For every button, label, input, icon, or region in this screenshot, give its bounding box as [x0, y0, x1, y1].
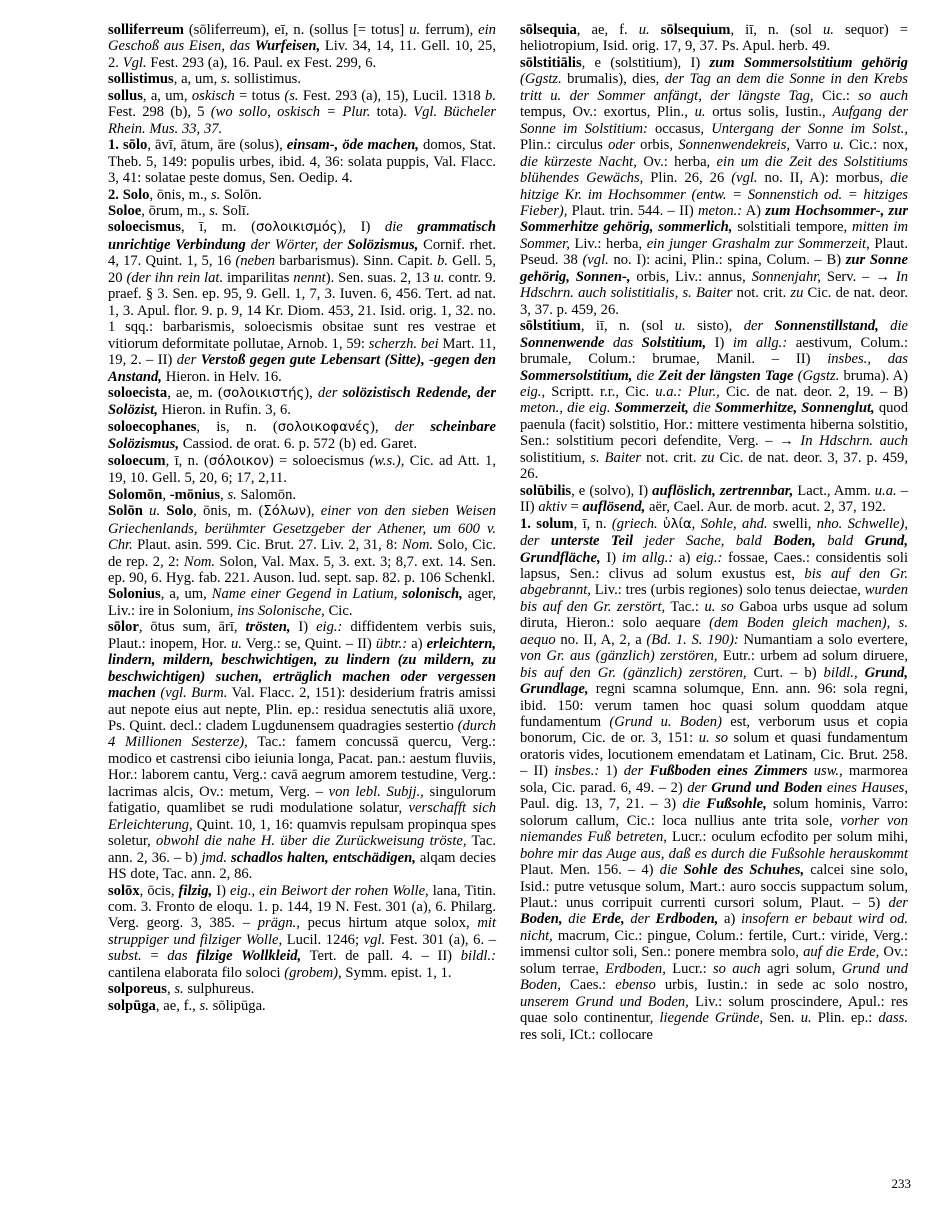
dictionary-entry: sollus, a, um, oskisch = totus (s. Fest. 293 (a), 15), Lucil. 1318 b. Fest. 298 (b), 5 (wo sollo, oskisch = Plur. tota). Vgl. Bücheler Rhein. Mus. 33, 37. — [108, 87, 497, 137]
dictionary-entry: 1. solum, ī, n. (griech. ὑλία, Sohle, ahd. swelli, nho. Schwelle), der unterste Teil jeder Sache, bald Boden, bald Grund, Grundfläche, I) im allg.: a) eig.: fossae, Caes.: considentis soli lapsus, Sen.: clivus ad solum exustus est, bis auf den Gr. abgebrannt, Liv.: tres (urbis regiones) solo tenus deiectae, wurden bis auf den Gr. zerstört, Tac.: u. so Gaboa urbs usque ad solum diruta, Hieron.: solo aequare (dem Boden gleich machen), s. aequo no. II, A, 2, a (Bd. 1. S. 190): Numantiam a solo evertere, von Gr. aus (gänzlich) zerstören, Eutr.: urbem ad solum diruere, bis auf den Gr. (gänzlich) zerstören, Curt. – b) bildl., Grund, Grundlage, regni scamna solumque, Enn. ann. 96: sola regni, ibid. 150: verum tamen hoc quasi solum quoddam atque fundamentum (Grund u. Boden) est, verborum usus et copia bonorum, Cic. de or. 3, 151: u. so solum et quasi fundamentum oratoris vides, locutionem emendatam et Latinam, Cic. Brut. 258. – II) insbes.: 1) der Fußboden eines Zimmers usw., marmorea sola, Cic. parad. 6, 49. – 2) der Grund und Boden eines Hauses, Paul. dig. 13, 7, 21. – 3) die Fußsohle, solum hominis, Varro: solorum callum, Cic.: loca nullius ante trita sole, vorher von niemandes Fuß betreten, Lucr.: oculum ecfodito per solum mihi, bohre mir das Auge aus, daß es durch die Fußsohle herauskommt Plaut. Men. 156. – 4) die Sohle des Schuhes, calcei sine solo, Isid.: putre vetusque solum, Mart.: auro soccis suppactum solum, Plaut.: unus corripuit currenti cursori solum, Plaut. – 5) der Boden, die Erde, der Erdboden, a) insofern er bebaut wird od. nicht, macrum, Cic.: pingue, Colum.: fertile, Curt.: viride, Verg.: immensi cultor soli, Sen.: ponere membra solo, auf die Erde, Ov.: solum terrae, Erdboden, Lucr.: so auch agri solum, Grund und Boden, Caes.: ebenso urbis, Iustin.: in sede ac solo nostro, unserem Grund und Boden, Liv.: solum proscindere, Apul.: res quae solo continentur, liegende Gründe, Sen. u. Plin. ep.: dass. res soli, ICt.: collocare — [520, 515, 909, 1043]
right-column — [520, 22, 908, 1043]
dictionary-entry: soloecista, ae, m. (σολοικιστής), der solözistisch Redende, der Solözist, Hieron. in Rufin. 3, 6. — [108, 384, 497, 419]
dictionary-entry: Solōn u. Solo, ōnis, m. (Σόλων), einer von den sieben Weisen Griechenlands, berühmter Gesetzgeber der Athener, um 600 v. Chr. Plaut. asin. 599. Cic. Brut. 27. Liv. 2, 31, 8: Nom. Solo, Cic. de rep. 2, 2: Nom. Solon, Val. Max. 5, 3. ext. 3; 8,7. ext. 14. Sen. ep. 90, 6. Hyg. fab. 221. Auson. lud. sept. sap. 82. p. 106 Schenkl. — [108, 503, 497, 586]
dictionary-entry: sollistimus, a, um, s. sollistimus. — [108, 71, 301, 88]
dictionary-entry: soloecum, ī, n. (σόλοικον) = soloecismus (w.s.), Cic. ad Att. 1, 19, 10. Gell. 5, 20, 6; 17, 2,11. — [108, 452, 496, 487]
dictionary-entry: solpūga, ae, f., s. sōlipūga. — [108, 997, 266, 1014]
left-column — [108, 22, 496, 1043]
dictionary-entry: solūbilis, e (solvo), I) auflöslich, zertrennbar, Lact., Amm. u.a. – II) aktiv = auflösend, aër, Cael. Aur. de morb. acut. 2, 37, 192. — [520, 482, 908, 516]
dictionary-entry: 2. Solo, ōnis, m., s. Solōn. — [108, 186, 262, 203]
dictionary-entry: sōlsequia, ae, f. u. sōlsequium, iī, n. (sol u. sequor) = heliotropium, Isid. orig. 17, 9, 37. Ps. Apul. herb. 49. — [520, 22, 908, 55]
dictionary-entry: sōlor, ōtus sum, ārī, trösten, I) eig.: diffidentem verbis suis, Plaut.: inopem, Hor. u. Verg.: se, Quint. – II) übtr.: a) erleichtern, lindern, mildern, beschwichtigen, zu lindern (zu mildern, zu beschwichtigen) suchen, erträglich machen oder vergessen machen (vgl. Burm. Val. Flacc. 2, 151): desiderium fratris amissi aut nepote eius aut nepte, Plin. ep.: residua senectutis aliā uxore, Ps. Quint. decl.: cladem Lugdunensem quadragies sestertio (durch 4 Millionen Sesterze), Tac.: famem concussā quercu, Verg.: modico et castrensi cibo ieiunia longa, Pacat. pan.: aestum fluviis, Hor.: laborem cantu, Verg.: cavā aegrum amorem testudine, Verg.: lacrimas alcis, Ov.: metum, Verg. – von lebl. Subjj., singulorum fatigatio, quamlibet se rudi modulatione solatur, verschafft sich Erleichterung, Quint. 10, 1, 16: quamvis repulsam propinqua spes soletur, obwohl die nahe H. über die Zurückweisung tröste, Tac. ann. 2, 36. – b) jmd. schadlos halten, entschädigen, alqam decies HS dote, Tac. ann. 2, 86. — [108, 619, 497, 883]
dictionary-entry: soloecophanes, is, n. (σολοικοφανές), der scheinbare Solözismus, Cassiod. de orat. 6. p. 572 (b) ed. Garet. — [108, 418, 496, 453]
dictionary-entry: Soloe, ōrum, m., s. Solī. — [108, 202, 250, 219]
dictionary-entry: 1. sōlo, āvī, ātum, āre (solus), einsam-, öde machen, domos, Stat. Theb. 5, 149: populis urbes, ibid. 4, 36: solata puppis, Val. Flacc. 3, 41: solatae peste domus, Sen. Oedip. 4. — [108, 137, 497, 187]
two-column-body — [108, 22, 908, 1043]
dictionary-entry: solporeus, s. sulphureus. — [108, 981, 255, 998]
dictionary-entry: sōlstitiālis, e (solstitium), I) zum Sommersolstitium gehörig (Ggstz. brumalis), dies, der Tag an dem die Sonne in den Krebs tritt u. der Sommer anfängt, der längste Tag, Cic.: so auch tempus, Ov.: exortus, Plin., u. ortus solis, Iustin., Aufgang der Sonne im Solstitium: occasus, Untergang der Sonne im Solst., Plin.: circulus oder orbis, Sonnenwendekreis, Varro u. Cic.: nox, die kürzeste Nacht, Ov.: herba, ein um die Zeit des Solstitiums blühendes Gewächs, Plin. 26, 26 (vgl. no. II, A): morbus, die hitzige Kr. im Hochsommer (entw. = Sonnenstich od. = hitziges Fieber), Plaut. trin. 544. – II) meton.: A) zum Hochsommer-, zur Sommerhitze gehörig, sommerlich, solstitiali tempore, mitten im Sommer, Liv.: herba, ein junger Grashalm zur Sommerzeit, Plaut. Pseud. 38 (vgl. no. I): acini, Plin.: spina, Colum. – B) zur Sonne gehörig, Sonnen-, orbis, Liv.: annus, Sonnenjahr, Serv. – → In Hdschrn. auch solistitialis, s. Baiter not. crit. zu Cic. de nat. deor. 3, 37. p. 459, 26. — [520, 54, 909, 318]
dictionary-entry: sōlstitium, iī, n. (sol u. sisto), der Sonnenstillstand, die Sonnenwende das Solstitium, I) im allg.: aestivum, Colum.: brumale, Colum.: brumae, Manil. – II) insbes., das Sommersolstitium, die Zeit der längsten Tage (Ggstz. bruma). A) eig., Scriptt. r.r., Cic. u.a.: Plur., Cic. de nat. deor. 2, 19. – B) meton., die eig. Sommerzeit, die Sommerhitze, Sonnenglut, quod paenula (facit) solstitio, Hor.: mittere vestimenta hiberna solstitio, Sen.: solstitium pecori defendite, Verg. – → In Hdschrn. auch solistitium, s. Baiter not. crit. zu Cic. de nat. deor. 3, 37. p. 459, 26. — [520, 318, 909, 483]
dictionary-entry: soloecismus, ī, m. (σολοικισμός), I) die grammatisch unrichtige Verbindung der Wörter, der Solözismus, Cornif. rhet. 4, 17. Quint. 1, 5, 16 (neben barbarismus). Sinn. Capit. b. Gell. 5, 20 (der ihn rein lat. imparilitas nennt). Sen. suas. 2, 13 u. contr. 9. praef. § 3. Sen. ep. 95, 9. Gell. 1, 7, 3. Iuven. 6, 456. Tert. ad nat. 1, 3. Apul. flor. 9. p. 9, 14 Kr. Diom. 453, 21. Isid. orig. 1, 32. no. 1 sqq.: barbarismis, soloecismis obsitae sunt res vestrae et vitiorum deformitate pollutae, Arnob. 1, 59: scherzh. bei Mart. 11, 19, 2. – II) der Verstoß gegen gute Lebensart (Sitte), -gegen den Anstand, Hieron. in Helv. 16. — [108, 219, 497, 385]
dictionary-entry: solliferreum (sōliferreum), eī, n. (sollus [= totus] u. ferrum), ein Geschoß aus Eisen, das Wurfeisen, Liv. 34, 14, 11. Gell. 10, 25, 2. Vgl. Fest. 293 (a), 16. Paul. ex Fest. 299, 6. — [108, 22, 496, 71]
dictionary-entry: solōx, ōcis, filzig, I) eig., ein Beiwort der rohen Wolle, lana, Titin. com. 3. Fronto de eloqu. 1. p. 144, 19 N. Fest. 301 (a), 6. Philarg. Verg. georg. 3, 385. – prägn., pecus hirtum atque solox, mit struppiger und filziger Wolle, Lucil. 1246; vgl. Fest. 301 (a), 6. – subst. = das filzige Wollkleid, Tert. de pall. 4. – II) bildl.: cantilena elaborata filo soloci (grobem), Symm. epist. 1, 1. — [108, 882, 497, 981]
dictionary-entry: Solonius, a, um, Name einer Gegend in Latium, solonisch, ager, Liv.: ire in Solonium, ins Solonische, Cic. — [108, 586, 496, 619]
page-number: 233 — [891, 1176, 911, 1191]
dictionary-entry: Solomōn, -mōnius, s. Salomōn. — [108, 486, 297, 503]
